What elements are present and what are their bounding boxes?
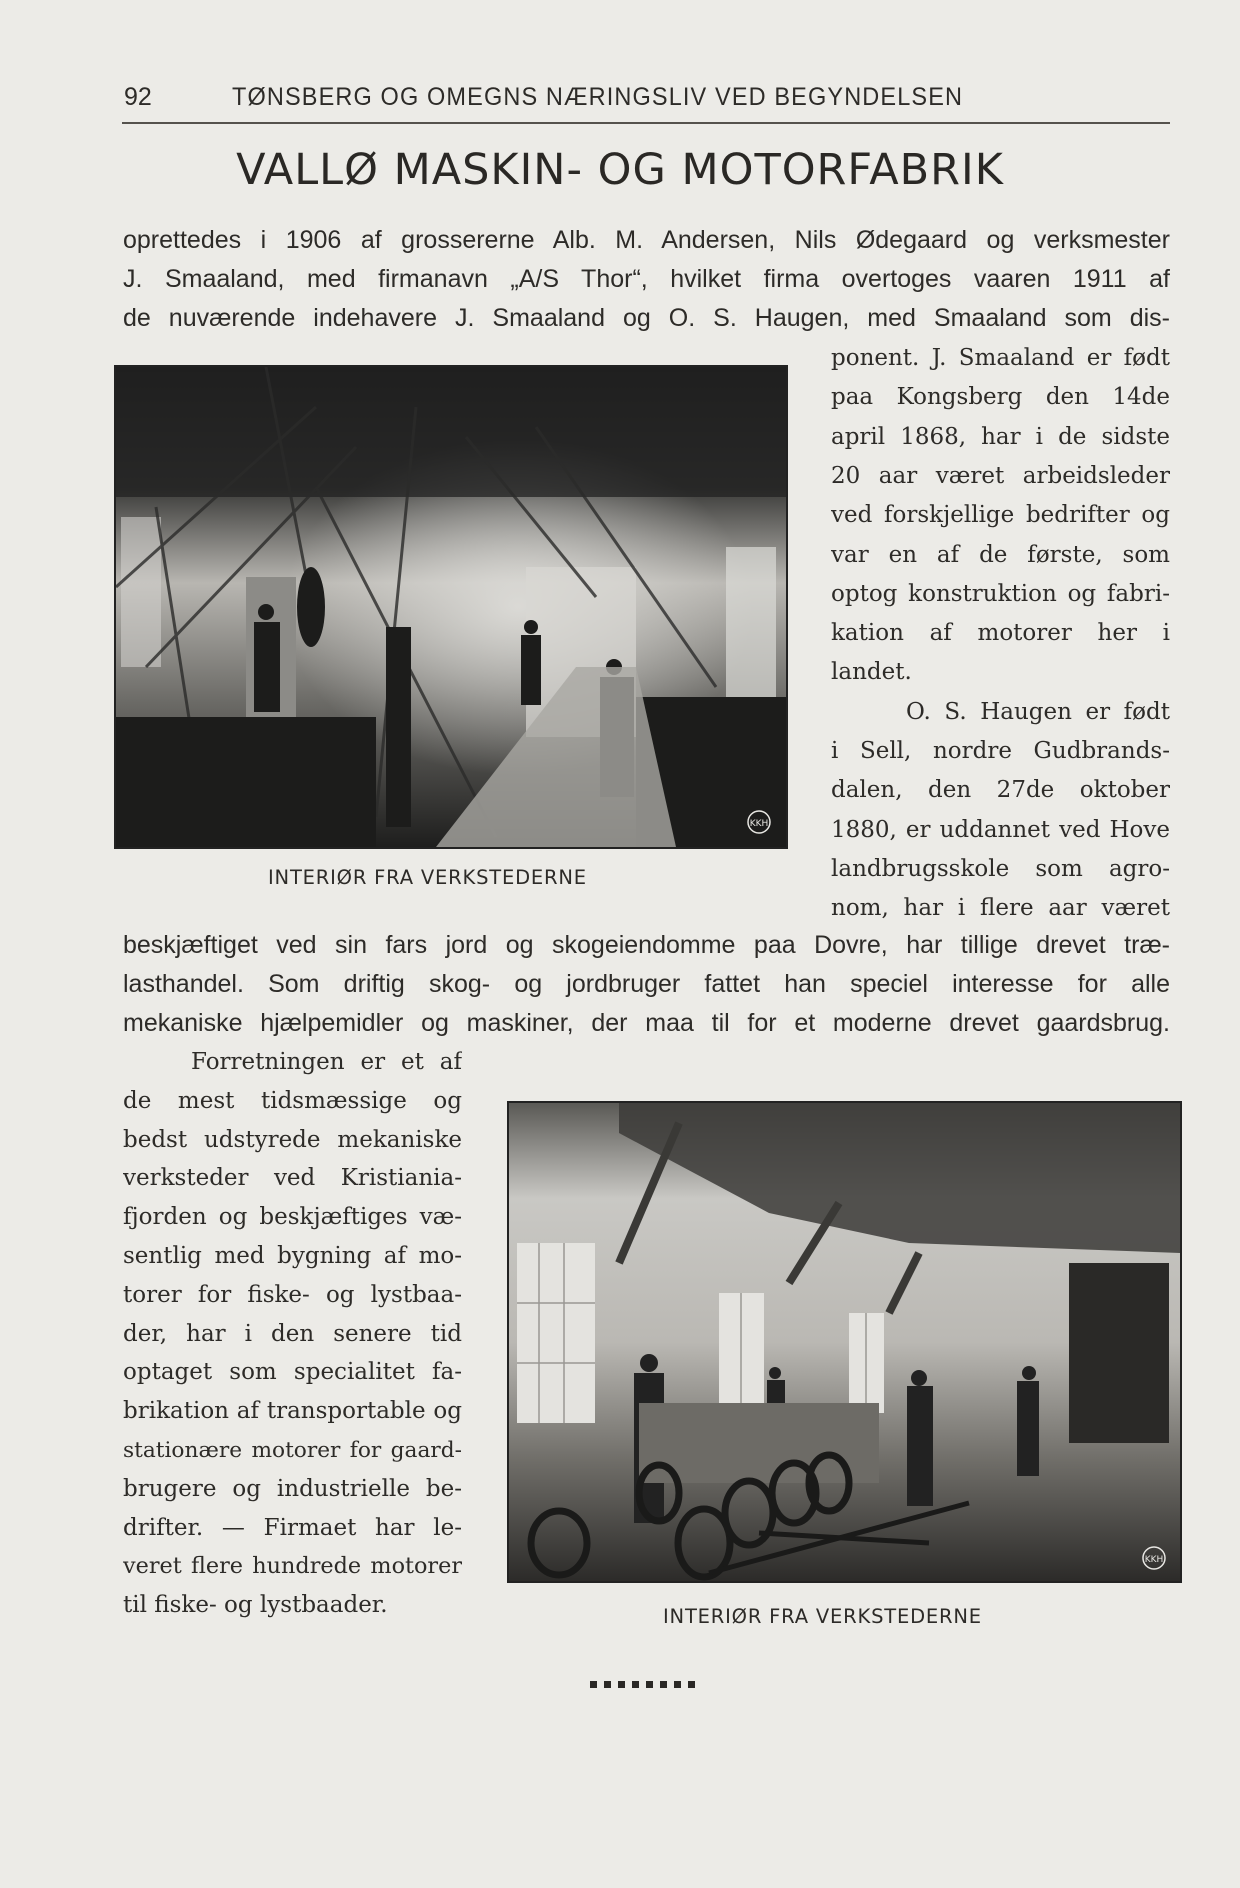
text-line: stationære motorer for gaard-: [123, 1438, 462, 1463]
article-title: VALLØ MASKIN- OG MOTORFABRIK: [236, 145, 1004, 195]
text-line: torer for fiske- og lystbaa-: [123, 1281, 462, 1308]
ornament-dot: [632, 1681, 639, 1688]
text-line: ved forskjellige bedrifter og: [831, 502, 1170, 529]
text-line: 20 aar været arbeidsleder: [831, 462, 1170, 489]
ornament-dot: [590, 1681, 597, 1688]
text-line: drifter. — Firmaet har le-: [123, 1514, 462, 1541]
workshop-photo-2: [507, 1101, 1182, 1583]
text-line: verksteder ved Kristiania-: [123, 1165, 462, 1192]
text-line: de nuværende indehavere J. Smaaland og O. S. Haugen, med Smaaland som dis-: [123, 304, 1170, 332]
end-ornament: [590, 1681, 695, 1688]
text-line: landbrugsskole som agro-: [831, 855, 1170, 882]
ornament-dot: [660, 1681, 667, 1688]
text-line: der, har i den senere tid: [123, 1320, 462, 1347]
text-line: kation af motorer her i: [831, 620, 1170, 647]
text-line: optog konstruktion og fabri-: [831, 580, 1170, 607]
photo-1-caption: INTERIØR FRA VERKSTEDERNE: [268, 866, 587, 889]
text-line: 1880, er uddannet ved Hove: [831, 816, 1170, 843]
ornament-dot: [604, 1681, 611, 1688]
text-line: beskjæftiget ved sin fars jord og skogeiendomme paa Dovre, har tillige drevet træ-: [123, 931, 1170, 959]
text-line: brugere og industrielle be-: [123, 1475, 462, 1502]
text-line: april 1868, har i de sidste: [831, 423, 1170, 450]
text-line: nom, har i flere aar været: [831, 895, 1170, 922]
text-line: brikation af transportable og: [123, 1398, 462, 1425]
text-line: J. Smaaland, med firmanavn „A/S Thor“, hvilket firma overtoges vaaren 1911 af: [123, 265, 1170, 293]
text-line: landet.: [831, 659, 912, 686]
text-line: mekaniske hjælpemidler og maskiner, der maa til for et moderne drevet gaardsbrug.: [123, 1009, 1170, 1037]
running-header: TØNSBERG OG OMEGNS NÆRINGSLIV VED BEGYNDELSEN: [232, 83, 964, 111]
text-line: de mest tidsmæssige og: [123, 1087, 462, 1114]
workshop-photo-1: [114, 365, 788, 849]
ornament-dot: [646, 1681, 653, 1688]
photo-monogram: KKH: [1144, 1555, 1164, 1565]
text-line: var en af de første, som: [831, 541, 1170, 568]
workshop-interior-image: [116, 367, 786, 847]
text-line: sentlig med bygning af mo-: [123, 1243, 462, 1269]
text-line: i Sell, nordre Gudbrands-: [831, 738, 1170, 764]
text-line: bedst udstyrede mekaniske: [123, 1126, 462, 1153]
text-line: veret flere hundrede motorer: [123, 1553, 462, 1580]
page-number: 92: [124, 83, 152, 111]
text-line: lasthandel. Som driftig skog- og jordbruger fattet han speciel interesse for alle: [123, 970, 1170, 998]
workshop-interior-image: [509, 1103, 1180, 1581]
text-line: oprettedes i 1906 af grossererne Alb. M. Andersen, Nils Ødegaard og verksmester: [123, 226, 1170, 254]
text-line: til fiske- og lystbaader.: [123, 1592, 388, 1619]
ornament-dot: [674, 1681, 681, 1688]
photo-monogram: KKH: [749, 819, 769, 829]
ornament-dot: [688, 1681, 695, 1688]
header-rule: [122, 122, 1170, 124]
text-line: fjorden og beskjæftiges væ-: [123, 1204, 462, 1231]
photo-2-caption: INTERIØR FRA VERKSTEDERNE: [663, 1605, 982, 1628]
text-line: optaget som specialitet fa-: [123, 1359, 462, 1386]
text-line: ponent. J. Smaaland er født: [831, 345, 1170, 371]
ornament-dot: [618, 1681, 625, 1688]
text-line: dalen, den 27de oktober: [831, 777, 1170, 804]
text-line: paa Kongsberg den 14de: [831, 384, 1170, 411]
text-line: Forretningen er et af: [191, 1049, 462, 1075]
text-line: O. S. Haugen er født: [906, 698, 1170, 725]
